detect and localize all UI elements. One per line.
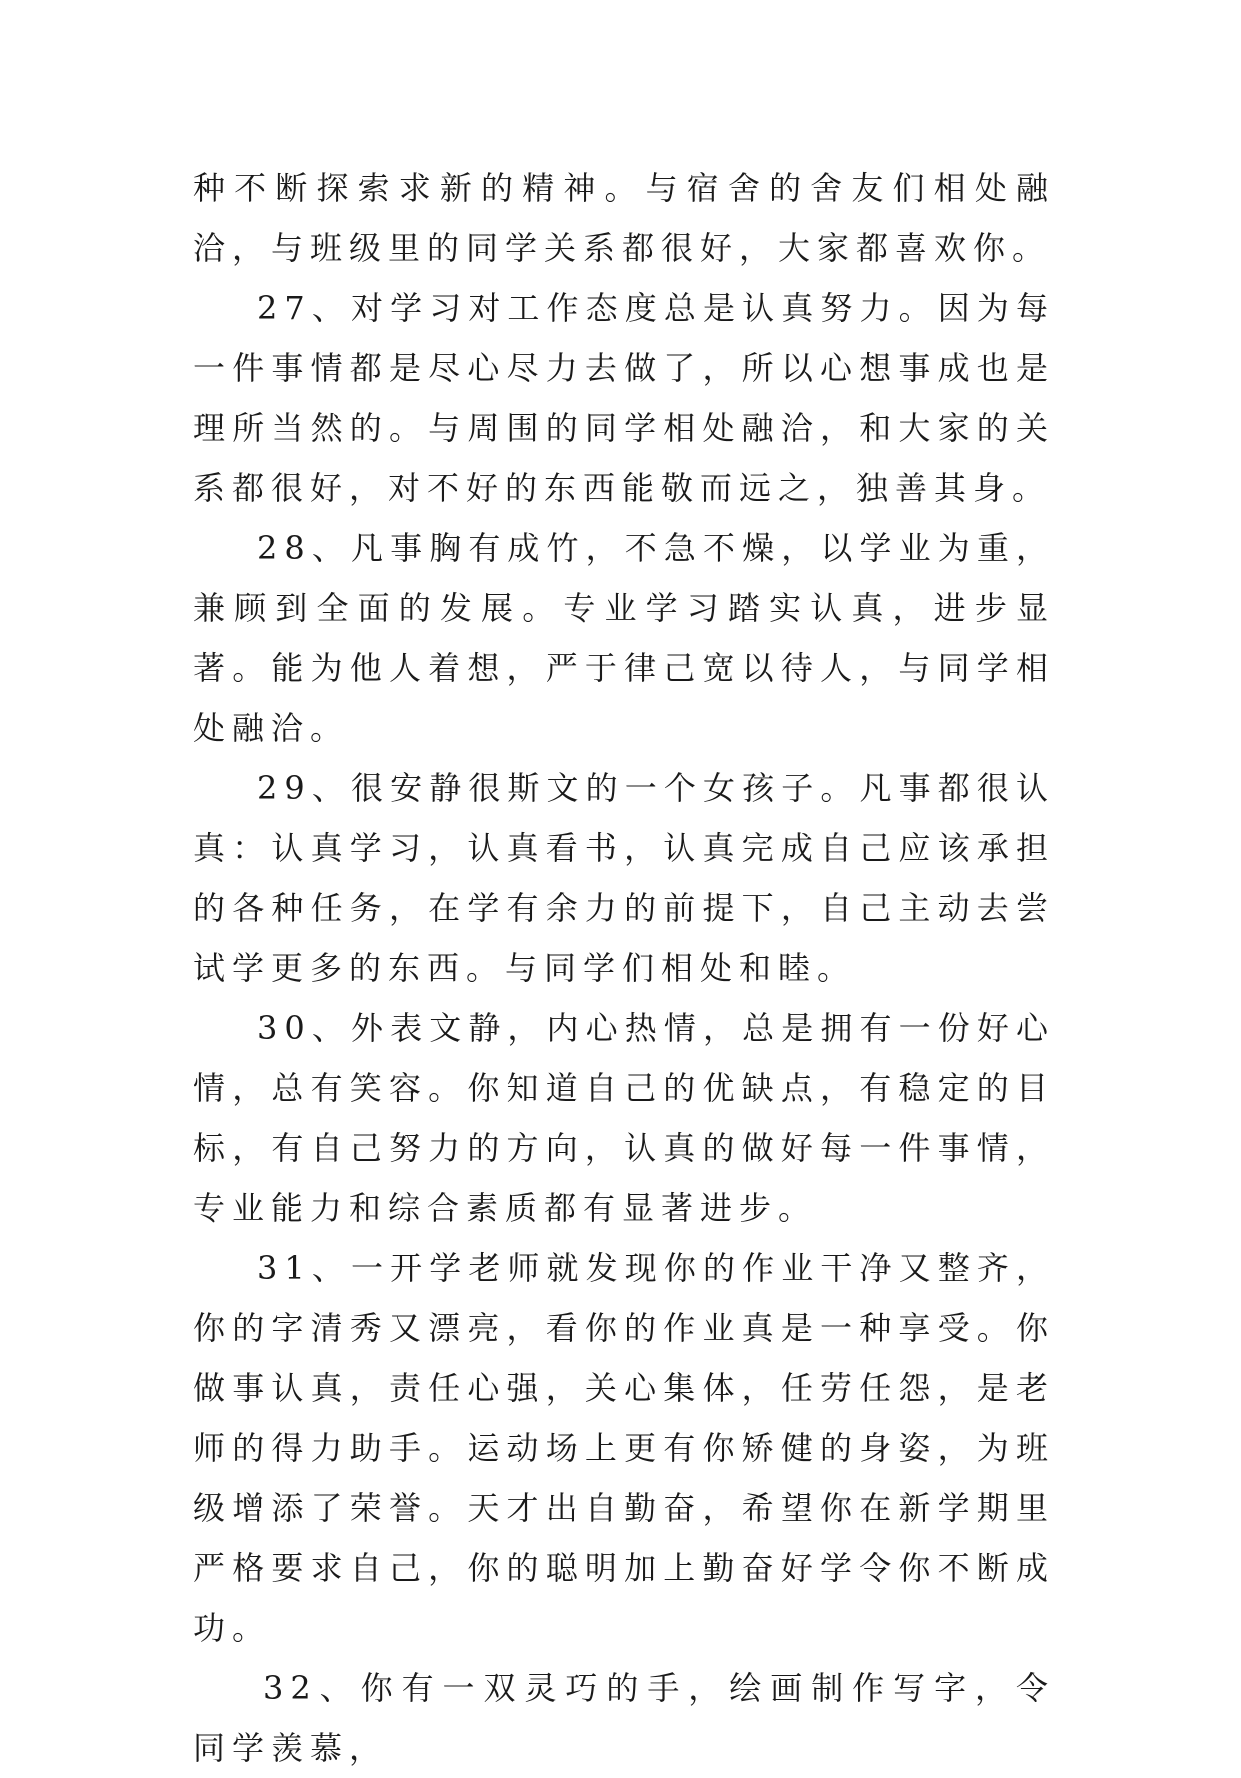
paragraph-32: 32、你有一双灵巧的手，绘画制作写字，令同学羡慕， <box>193 1669 1055 1767</box>
paragraph-31: 31、一开学老师就发现你的作业干净又整齐，你的字清秀又漂亮，看你的作业真是一种享受。你做事认真，责任心强，关心集体，任劳任怨，是老师的得力助手。运动场上更有你矫健的身姿，为班级增添了荣誉。天才出自勤奋，希望你在新学期里严格要求自己，你的聪明加上勤奋好学令你不断成功。 <box>193 1249 1055 1647</box>
paragraph-28: 28、凡事胸有成竹，不急不燥，以学业为重，兼顾到全面的发展。专业学习踏实认真，进步显著。能为他人着想，严于律己宽以待人，与同学相处融洽。 <box>193 529 1055 747</box>
paragraph-30: 30、外表文静，内心热情，总是拥有一份好心情，总有笑容。你知道自己的优缺点，有稳定的目标，有自己努力的方向，认真的做好每一件事情，专业能力和综合素质都有显著进步。 <box>193 1009 1055 1227</box>
paragraph-29: 29、很安静很斯文的一个女孩子。凡事都很认真：认真学习，认真看书，认真完成自己应该承担的各种任务，在学有余力的前提下，自己主动去尝试学更多的东西。与同学们相处和睦。 <box>193 769 1055 987</box>
document-body <box>193 158 1055 1778</box>
paragraph-27: 27、对学习对工作态度总是认真努力。因为每一件事情都是尽心尽力去做了，所以心想事成也是理所当然的。与周围的同学相处融洽，和大家的关系都很好，对不好的东西能敬而远之，独善其身。 <box>193 289 1055 507</box>
paragraph-26-continued: 种不断探索求新的精神。与宿舍的舍友们相处融洽，与班级里的同学关系都很好，大家都喜欢你。 <box>193 169 1055 267</box>
